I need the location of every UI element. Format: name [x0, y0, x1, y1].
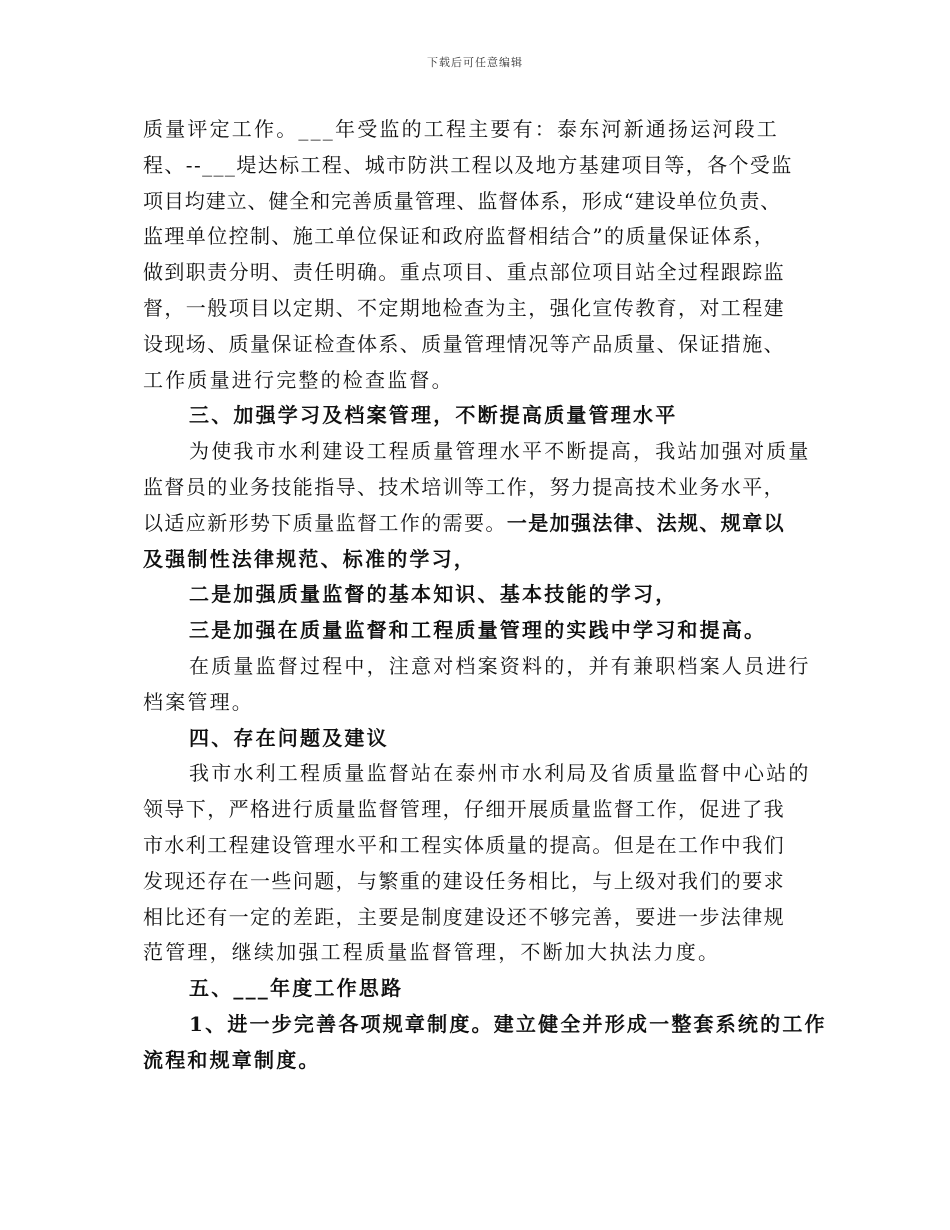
paragraph-line: 做到职责分明、责任明确。重点项目、重点部位项目站全过程跟踪监 [143, 260, 785, 285]
paragraph-line: 我市水利工程质量监督站在泰州市水利局及省质量监督中心站的 [189, 761, 811, 786]
page-header: 下载后可任意编辑 [427, 56, 523, 69]
line-regular-part: 以适应新形势下质量监督工作的需要。 [143, 510, 507, 535]
paragraph-line: 范管理，继续加强工程质量监督管理，不断加大执法力度。 [143, 940, 721, 965]
paragraph-line: 领导下，严格进行质量监督管理，仔细开展质量监督工作，促进了我 [143, 797, 785, 822]
paragraph-line-bold: 及强制性法律规范、标准的学习， [143, 546, 476, 571]
document-body [143, 112, 827, 1079]
section-heading-4: 四、存在问题及建议 [189, 725, 389, 750]
paragraph-line: 档案管理。 [143, 689, 254, 714]
line-bold-part: 一是加强法律、法规、规章以 [506, 510, 786, 535]
paragraph-line: 市水利工程建设管理水平和工程实体质量的提高。但是在工作中我们 [143, 832, 785, 857]
section-heading-5: 五、___年度工作思路 [189, 976, 404, 1001]
paragraph-line-mixed [143, 506, 823, 542]
paragraph-line: 质量评定工作。___年受监的工程主要有：泰东河新通扬运河段工 [143, 117, 779, 141]
paragraph-line-bold: 二是加强质量监督的基本知识、基本技能的学习， [189, 582, 678, 607]
paragraph-line: 相比还有一定的差距，主要是制度建设还不够完善，要进一步法律规 [143, 904, 785, 929]
section-heading-3: 三、加强学习及档案管理，不断提高质量管理水平 [189, 403, 678, 428]
paragraph-line: 督，一般项目以定期、不定期地检查为主，强化宣传教育，对工程建 [143, 295, 785, 320]
paragraph-line-bold: 流程和规章制度。 [143, 1047, 321, 1072]
paragraph-line: 发现还存在一些问题，与繁重的建设任务相比，与上级对我们的要求 [143, 868, 785, 893]
paragraph-line: 在质量监督过程中，注意对档案资料的，并有兼职档案人员进行 [189, 653, 811, 678]
paragraph-line: 设现场、质量保证检查体系、质量管理情况等产品质量、保证措施、 [143, 331, 785, 356]
paragraph-line: 程、--___堤达标工程、城市防洪工程以及地方基建项目等，各个受监 [143, 152, 793, 177]
paragraph-line: 监理单位控制、施工单位保证和政府监督相结合”的质量保证体系， [143, 224, 776, 249]
paragraph-line-bold: 1、进一步完善各项规章制度。建立健全并形成一整套系统的工作 [189, 1011, 827, 1036]
paragraph-line: 工作质量进行完整的检查监督。 [143, 367, 454, 392]
paragraph-line: 为使我市水利建设工程质量管理水平不断提高，我站加强对质量 [189, 439, 811, 464]
paragraph-line: 项目均建立、健全和完善质量管理、监督体系，形成“建设单位负责、 [143, 188, 782, 213]
paragraph-line: 监督员的业务技能指导、技术培训等工作，努力提高技术业务水平， [143, 474, 785, 499]
paragraph-line-bold: 三是加强在质量监督和工程质量管理的实践中学习和提高。 [189, 618, 767, 643]
